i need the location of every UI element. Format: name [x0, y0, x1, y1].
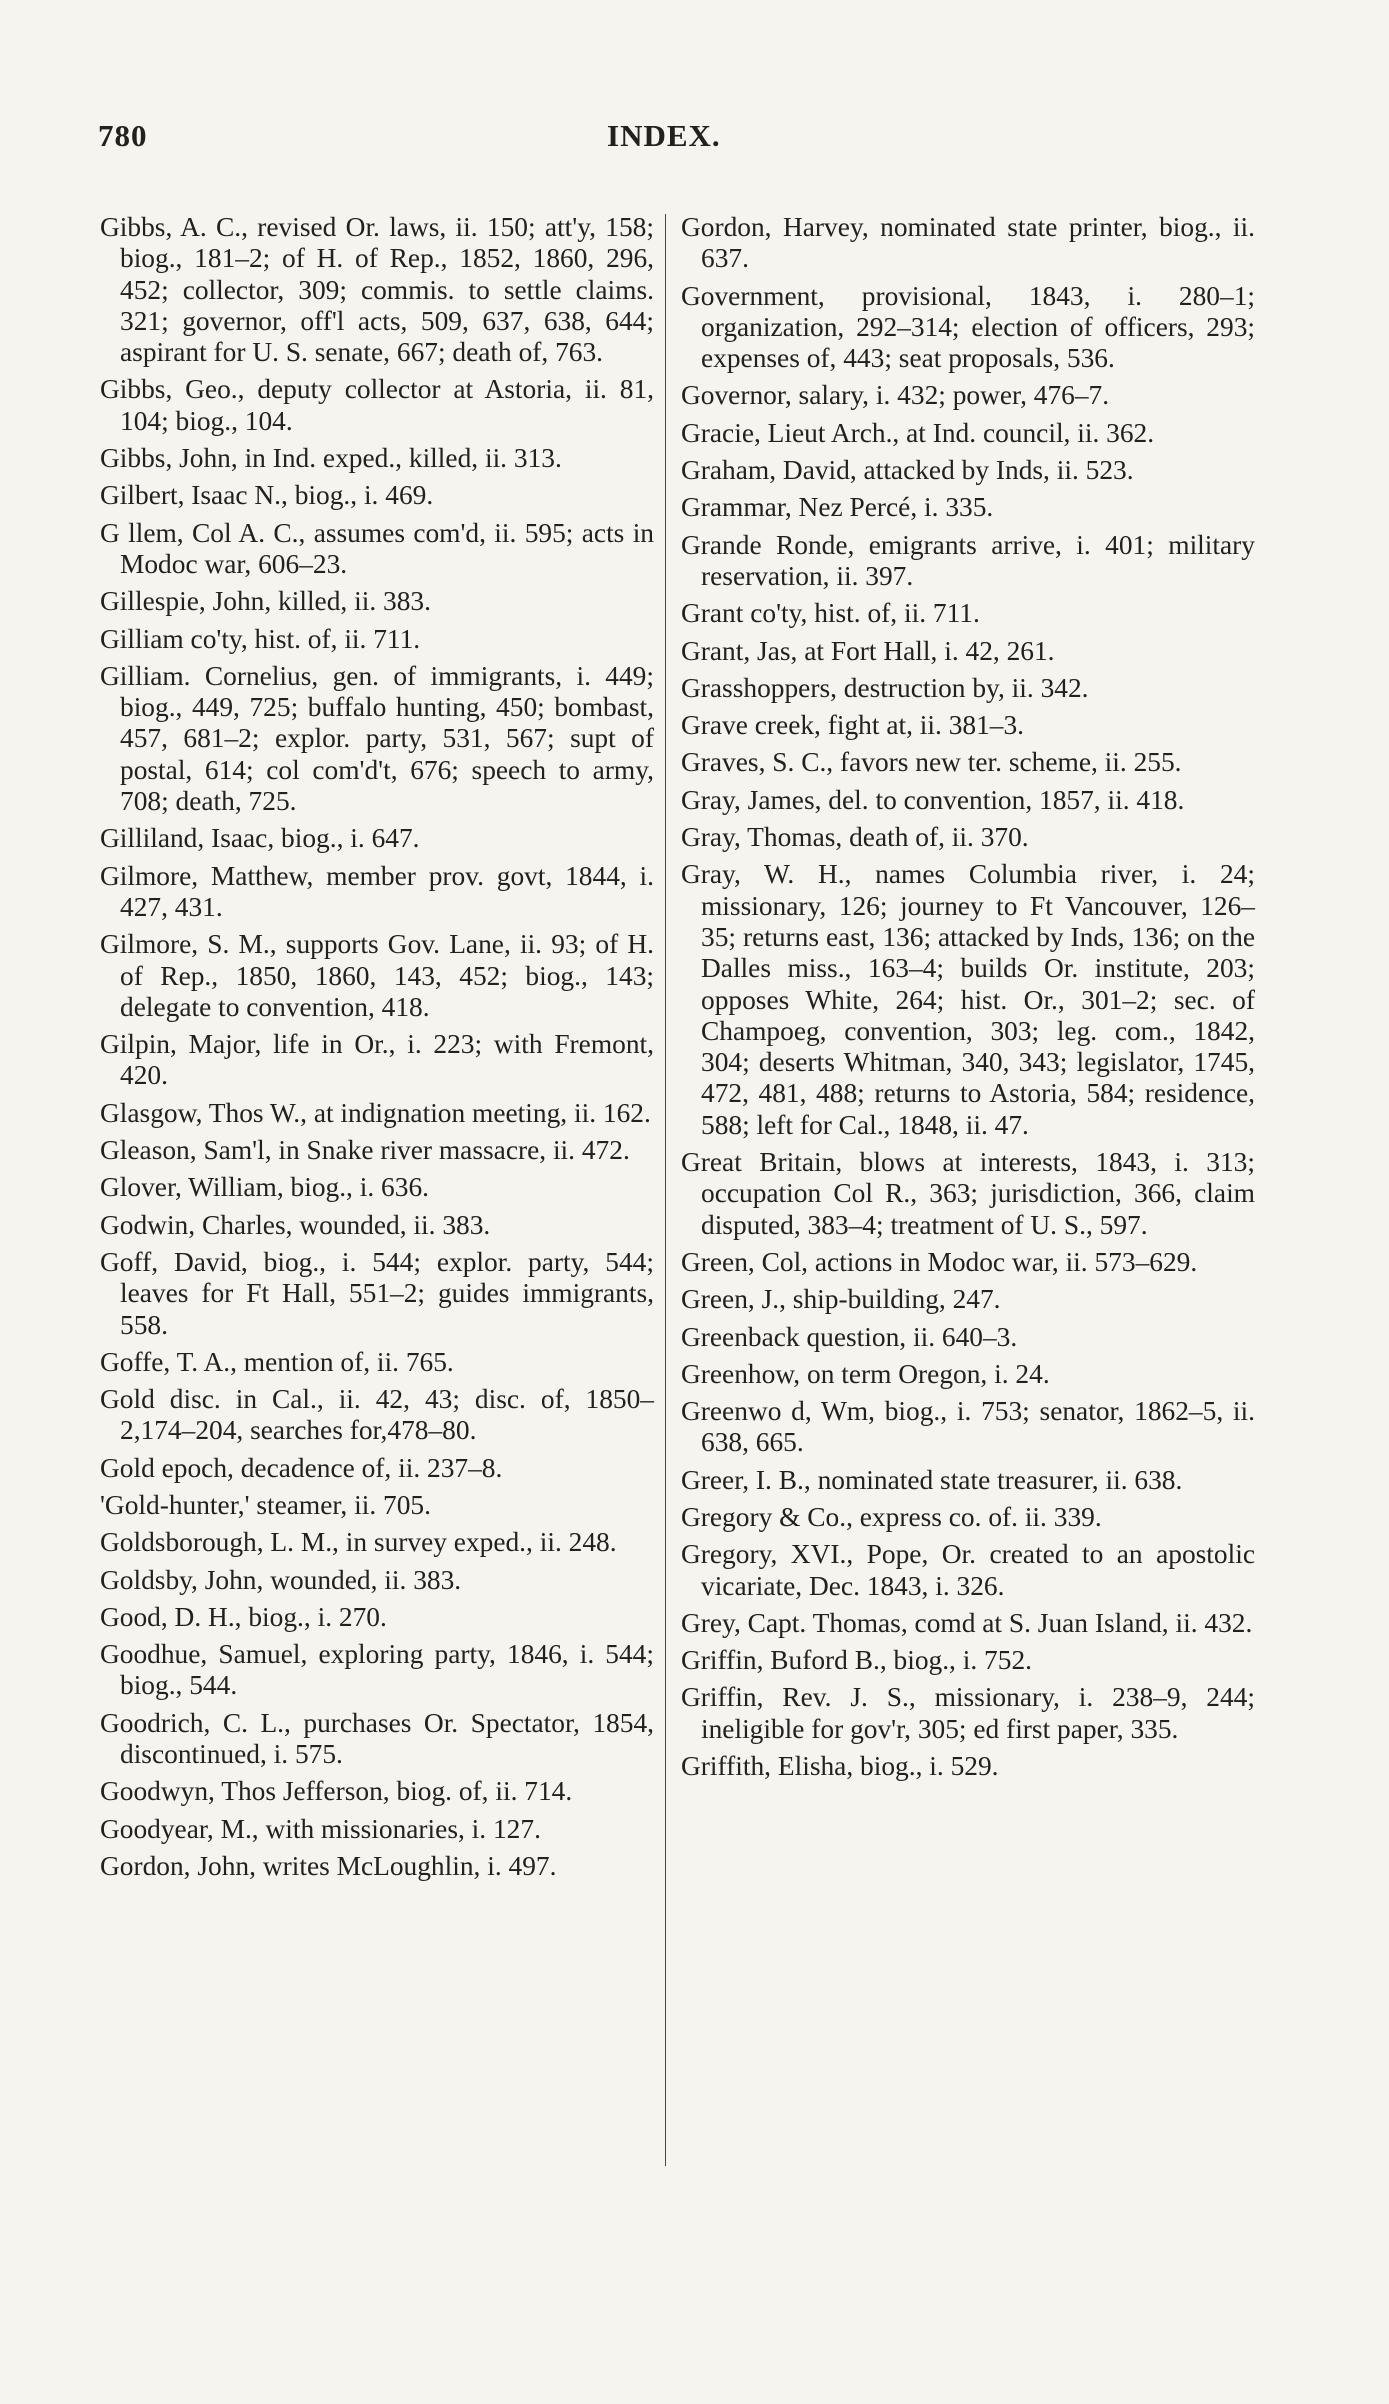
index-entry: Grasshoppers, destruction by, ii. 342. [681, 672, 1089, 703]
running-title: INDEX. [607, 118, 721, 153]
index-entry: Gilpin, Major, life in Or., i. 223; with Fremont, 420. [100, 1029, 654, 1091]
index-entry: Grammar, Nez Percé, i. 335. [681, 492, 994, 523]
index-entry: Goodyear, M., with missionaries, i. 127. [100, 1813, 541, 1844]
index-entry: Gibbs, Geo., deputy collector at Astoria, ii. 81, 104; biog., 104. [100, 374, 654, 436]
index-entry: Gilliland, Isaac, biog., i. 647. [100, 823, 420, 854]
index-entry: Griffin, Rev. J. S., missionary, i. 238–9, 244; ineligible for gov'r, 305; ed first paper, 335. [681, 1682, 1255, 1744]
index-entry: Graves, S. C., favors new ter. scheme, ii. 255. [681, 747, 1182, 778]
index-entry: Graham, David, attacked by Inds, ii. 523. [681, 455, 1134, 486]
index-entry: Gray, Thomas, death of, ii. 370. [681, 822, 1029, 853]
index-entry: Griffith, Elisha, biog., i. 529. [681, 1751, 999, 1782]
index-entry: Gilliam co'ty, hist. of, ii. 711. [100, 623, 421, 654]
index-entry: Gray, W. H., names Columbia river, i. 24; missionary, 126; journey to Ft Vancouver, 126–35; returns east, 136; attacked by Inds, 136; on the Dalles miss., 163–4; builds Or. institute, 203; opposes White, 264; hist. Or., 301–2; sec. of Champoeg, convention, 303; leg. com., 1842, 304; deserts Whitman, 340, 343; legislator, 1745, 472, 481, 488; returns to Astoria, 584; residence, 588; left for Cal., 1848, ii. 47. [681, 859, 1255, 1140]
index-entry: Goldsborough, L. M., in survey exped., ii. 248. [100, 1527, 617, 1558]
page-number: 780 [98, 118, 148, 153]
index-entry: Gleason, Sam'l, in Snake river massacre, ii. 472. [100, 1135, 630, 1166]
index-entry: Glasgow, Thos W., at indignation meeting, ii. 162. [100, 1097, 651, 1128]
index-entry: 'Gold-hunter,' steamer, ii. 705. [100, 1489, 431, 1520]
index-entry: Gordon, John, writes McLoughlin, i. 497. [100, 1850, 557, 1881]
index-entry: Gibbs, John, in Ind. exped., killed, ii. 313. [100, 443, 562, 474]
index-entry: Grave creek, fight at, ii. 381–3. [681, 710, 1025, 741]
index-entry: Greenhow, on term Oregon, i. 24. [681, 1358, 1050, 1389]
index-entry: Government, provisional, 1843, i. 280–1; organization, 292–314; election of officers, 293; expenses of, 443; seat proposals, 536. [681, 280, 1255, 374]
index-entry: Green, Col, actions in Modoc war, ii. 573–629. [681, 1246, 1198, 1277]
index-entry: Greenwo d, Wm, biog., i. 753; senator, 1862–5, ii. 638, 665. [681, 1396, 1255, 1458]
index-entry: Gilliam. Cornelius, gen. of immigrants, i. 449; biog., 449, 725; buffalo hunting, 450; bombast, 457, 681–2; explor. party, 531, 567; supt of postal, 614; col com'd't, 676; speech to army, 708; death, 725. [100, 660, 654, 817]
index-entry: Grey, Capt. Thomas, comd at S. Juan Island, ii. 432. [681, 1607, 1253, 1638]
index-entry: Grande Ronde, emigrants arrive, i. 401; military reservation, ii. 397. [681, 529, 1255, 591]
index-entry: Gold disc. in Cal., ii. 42, 43; disc. of, 1850–2,174–204, searches for,478–80. [100, 1384, 654, 1446]
index-entry: Glover, William, biog., i. 636. [100, 1172, 429, 1203]
index-entry: Gibbs, A. C., revised Or. laws, ii. 150; att'y, 158; biog., 181–2; of H. of Rep., 1852, 1860, 296, 452; collector, 309; commis. to settle claims. 321; governor, off'l acts, 509, 637, 638, 644; aspirant for U. S. senate, 667; death of, 763. [100, 212, 654, 368]
index-entry: Gold epoch, decadence of, ii. 237–8. [100, 1452, 503, 1483]
index-entry: Goodrich, C. L., purchases Or. Spectator, 1854, discontinued, i. 575. [100, 1707, 654, 1770]
index-entry: Governor, salary, i. 432; power, 476–7. [681, 380, 1110, 411]
index-entry: Gregory & Co., express co. of. ii. 339. [681, 1501, 1102, 1532]
column-divider [665, 214, 666, 2166]
index-entry: Goffe, T. A., mention of, ii. 765. [100, 1346, 454, 1377]
index-entry: Gillespie, John, killed, ii. 383. [100, 586, 431, 617]
index-entry: Green, J., ship-building, 247. [681, 1284, 1001, 1315]
index-entry: Grant, Jas, at Fort Hall, i. 42, 261. [681, 635, 1055, 666]
index-entry: Goldsby, John, wounded, ii. 383. [100, 1564, 462, 1595]
index-entry: Greenback question, ii. 640–3. [681, 1321, 1018, 1352]
index-entry: Gordon, Harvey, nominated state printer, biog., ii. 637. [681, 212, 1255, 274]
index-entry: G llem, Col A. C., assumes com'd, ii. 595; acts in Modoc war, 606–23. [100, 517, 654, 579]
index-entry: Gilmore, S. M., supports Gov. Lane, ii. 93; of H. of Rep., 1850, 1860, 143, 452; biog., 143; delegate to convention, 418. [100, 929, 654, 1022]
index-entry: Gilmore, Matthew, member prov. govt, 1844, i. 427, 431. [100, 860, 654, 922]
index-entry: Good, D. H., biog., i. 270. [100, 1601, 387, 1632]
index-entry: Goff, David, biog., i. 544; explor. party, 544; leaves for Ft Hall, 551–2; guides immigrants, 558. [100, 1246, 654, 1340]
index-column-left [100, 212, 654, 1888]
index-entry: Goodwyn, Thos Jefferson, biog. of, ii. 714. [100, 1776, 573, 1807]
index-entry: Gilbert, Isaac N., biog., i. 469. [100, 480, 434, 511]
index-column-right [681, 212, 1255, 1788]
index-entry: Gray, James, del. to convention, 1857, ii. 418. [681, 784, 1185, 815]
index-entry: Griffin, Buford B., biog., i. 752. [681, 1645, 1032, 1676]
index-entry: Goodhue, Samuel, exploring party, 1846, i. 544; biog., 544. [100, 1639, 654, 1701]
index-entry: Gregory, XVI., Pope, Or. created to an apostolic vicariate, Dec. 1843, i. 326. [681, 1539, 1255, 1601]
running-header [98, 118, 1326, 168]
index-entry: Gracie, Lieut Arch., at Ind. council, ii. 362. [681, 417, 1155, 448]
index-entry: Grant co'ty, hist. of, ii. 711. [681, 598, 980, 629]
index-entry: Godwin, Charles, wounded, ii. 383. [100, 1209, 491, 1240]
index-entry: Greer, I. B., nominated state treasurer, ii. 638. [681, 1464, 1183, 1495]
index-entry: Great Britain, blows at interests, 1843, i. 313; occupation Col R., 363; jurisdiction, 366, claim disputed, 383–4; treatment of U. S., 597. [681, 1147, 1255, 1240]
